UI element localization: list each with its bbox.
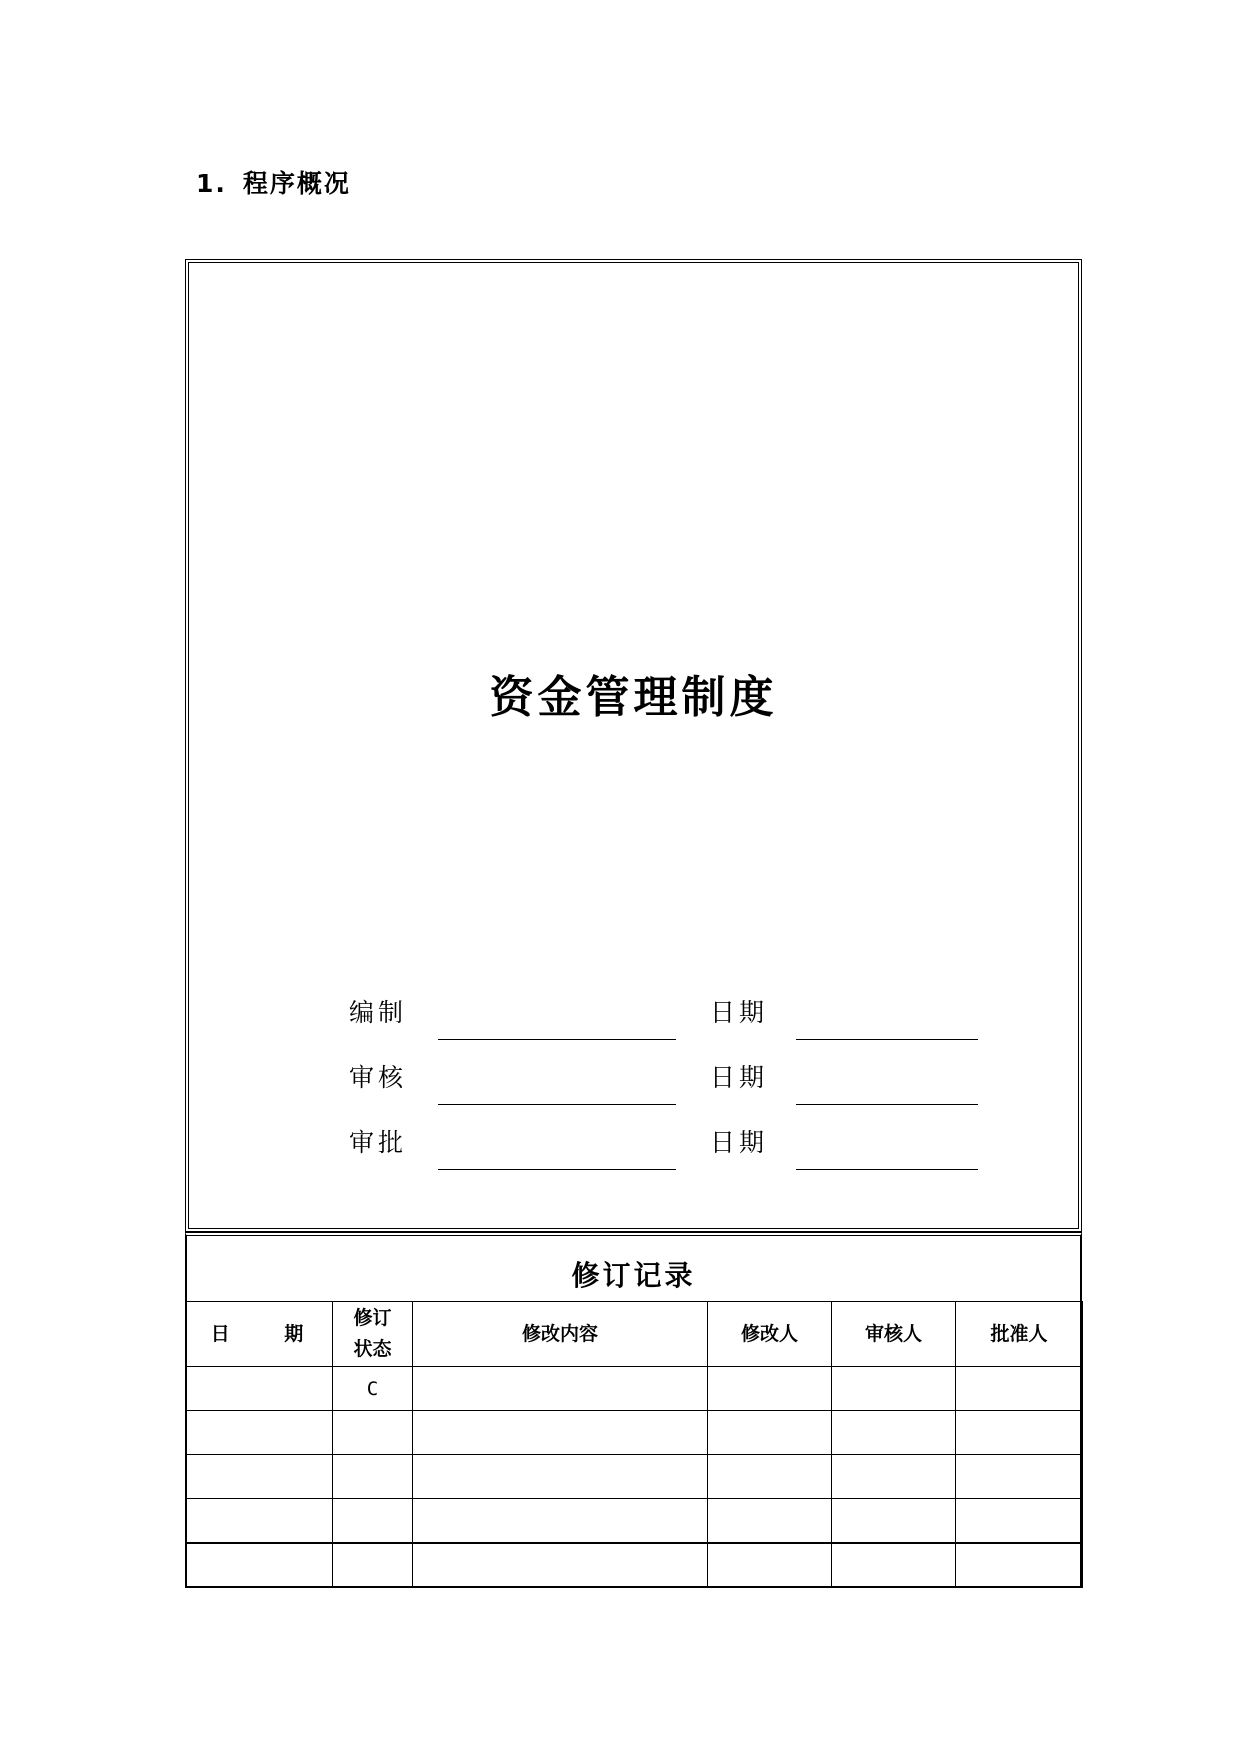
- row-date: [186, 1543, 333, 1588]
- row-modifier: [708, 1543, 832, 1588]
- header-approver: 批准人: [956, 1302, 1083, 1367]
- row-content: [413, 1411, 708, 1455]
- row-approver: [956, 1455, 1083, 1499]
- compiled-by-label: 编制: [349, 998, 408, 1027]
- row-date: [186, 1411, 333, 1455]
- reviewed-by-label: 审核: [349, 1063, 408, 1092]
- row-approver: [956, 1367, 1083, 1411]
- row-status: [333, 1543, 413, 1588]
- row-approver: [956, 1543, 1083, 1588]
- table-row: [186, 1499, 1083, 1544]
- header-reviewer: 审核人: [832, 1302, 956, 1367]
- table-row: [186, 1455, 1083, 1499]
- table-row: [186, 1367, 1083, 1411]
- row-content: [413, 1367, 708, 1411]
- header-status: 修订 状态: [333, 1302, 413, 1367]
- header-modifier: 修改人: [708, 1302, 832, 1367]
- row-modifier: [708, 1367, 832, 1411]
- approved-by-line: [438, 1169, 676, 1170]
- approved-by-label: 审批: [349, 1128, 408, 1157]
- section-number: 1.: [196, 169, 227, 198]
- approved-date-label: 日期: [710, 1128, 769, 1157]
- row-status: [333, 1455, 413, 1499]
- row-reviewer: [832, 1499, 956, 1544]
- row-reviewer: [832, 1543, 956, 1588]
- reviewed-date-label: 日期: [710, 1063, 769, 1092]
- reviewed-by-line: [438, 1104, 676, 1105]
- row-content: [413, 1455, 708, 1499]
- row-reviewer: [832, 1455, 956, 1499]
- cover-box: [185, 259, 1082, 1232]
- section-heading: [196, 164, 351, 200]
- document-title: 资金管理制度: [489, 672, 778, 723]
- revision-record-title: 修订记录: [571, 1259, 696, 1292]
- revision-record: [185, 1232, 1082, 1588]
- row-reviewer: [832, 1411, 956, 1455]
- row-reviewer: [832, 1367, 956, 1411]
- compiled-date-label: 日期: [710, 998, 769, 1027]
- row-status: C: [333, 1367, 413, 1411]
- row-content: [413, 1499, 708, 1544]
- row-content: [413, 1543, 708, 1588]
- row-status: [333, 1499, 413, 1544]
- row-approver: [956, 1499, 1083, 1544]
- row-modifier: [708, 1499, 832, 1544]
- row-status: [333, 1411, 413, 1455]
- row-modifier: [708, 1455, 832, 1499]
- approved-date-line: [796, 1169, 978, 1170]
- compiled-by-line: [438, 1039, 676, 1040]
- row-date: [186, 1499, 333, 1544]
- row-modifier: [708, 1411, 832, 1455]
- compiled-date-line: [796, 1039, 978, 1040]
- header-date: 日 期: [186, 1302, 333, 1367]
- table-row: [186, 1543, 1083, 1588]
- row-date: [186, 1455, 333, 1499]
- row-date: [186, 1367, 333, 1411]
- revision-table: [185, 1301, 1083, 1588]
- reviewed-date-line: [796, 1104, 978, 1105]
- row-approver: [956, 1411, 1083, 1455]
- revision-header-row: [186, 1302, 1083, 1367]
- table-row: [186, 1411, 1083, 1455]
- header-content: 修改内容: [413, 1302, 708, 1367]
- section-title: 程序概况: [242, 169, 351, 198]
